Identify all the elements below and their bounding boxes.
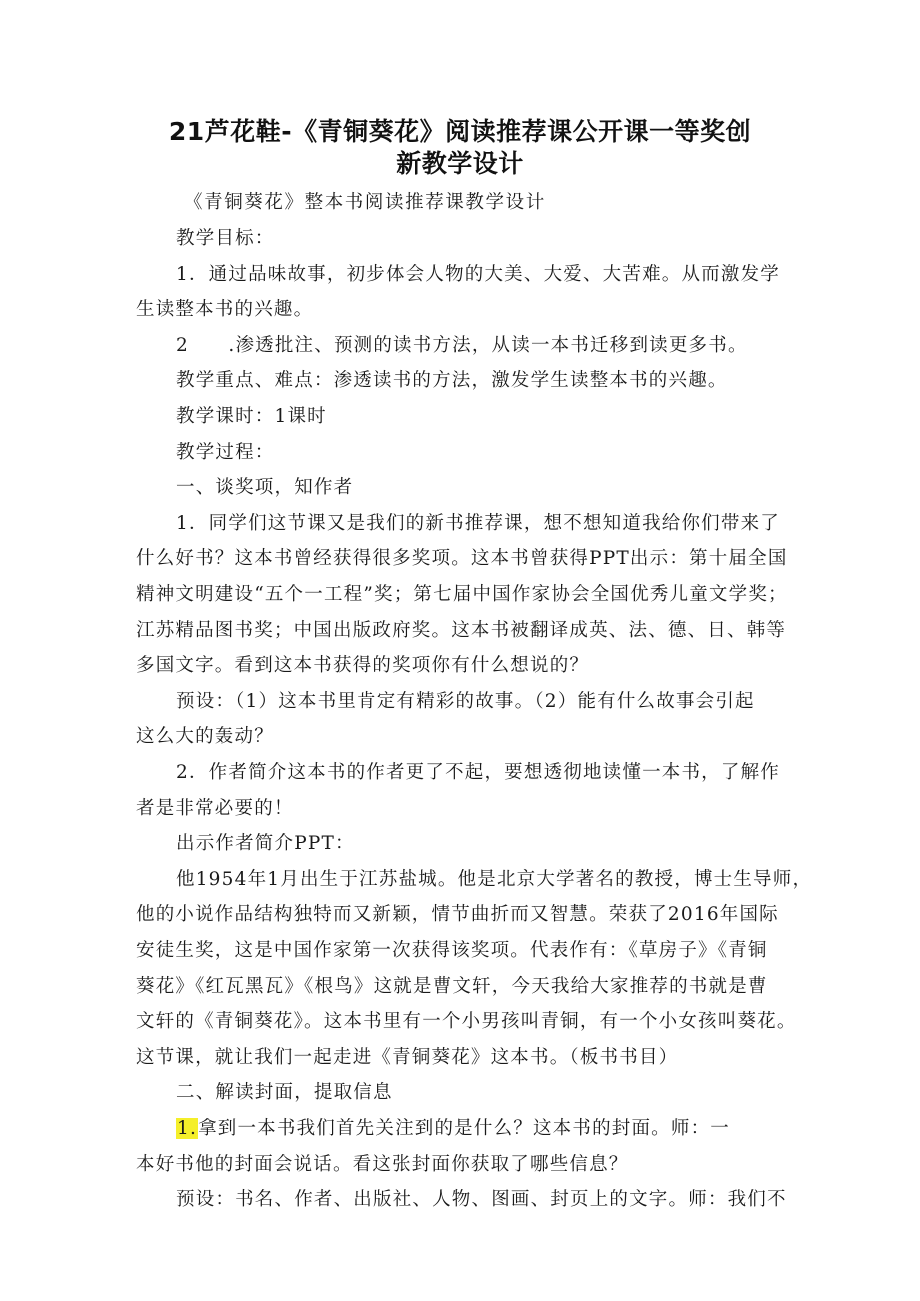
paragraph-line: 预设：书名、作者、出版社、人物、图画、封页上的文字。师：我们不 <box>176 1189 787 1210</box>
paragraph-line <box>176 1116 730 1142</box>
paragraph-line: 出示作者简介PPT： <box>176 833 355 854</box>
paragraph-line: 文轩的《青铜葵花》。这本书里有一个小男孩叫青铜，有一个小女孩叫葵花。 <box>136 1011 797 1032</box>
paragraph-text: 拿到一本书我们首先关注到的是什么？这本书的封面。师：一 <box>198 1118 730 1139</box>
paragraph-line: 2 .渗透批注、预测的读书方法，从读一本书迁移到读更多书。 <box>176 335 748 356</box>
paragraph-line: 江苏精品图书奖；中国出版政府奖。这本书被翻译成英、法、德、日、韩等 <box>136 620 787 641</box>
paragraph-line: 这么大的轰动？ <box>136 726 274 747</box>
paragraph-line: 精神文明建设“五个一工程”奖；第七届中国作家协会全国优秀儿童文学奖； <box>136 584 788 605</box>
document-title-line-2: 新教学设计 <box>396 149 524 178</box>
paragraph-line: 葵花》《红瓦黑瓦》《根鸟》这就是曹文轩，今天我给大家推荐的书就是曹 <box>136 976 768 997</box>
paragraph-line: 这节课，就让我们一起走进《青铜葵花》这本书。（板书书目） <box>136 1047 679 1068</box>
paragraph-line: 他的小说作品结构独特而又新颖，情节曲折而又智慧。荣获了2016年国际 <box>136 904 779 925</box>
paragraph-line: 预设：（1）这本书里肯定有精彩的故事。（2）能有什么故事会引起 <box>176 691 755 712</box>
section-heading: 二、解读封面，提取信息 <box>176 1082 393 1103</box>
paragraph-line: 他1954年1月出生于江苏盐城。他是北京大学著名的教授，博士生导师， <box>176 869 813 890</box>
paragraph-line: 生读整本书的兴趣。 <box>136 299 314 320</box>
section-heading: 一、谈奖项，知作者 <box>176 477 354 498</box>
heading-goals: 教学目标： <box>176 228 275 249</box>
paragraph-line: 1．通过品味故事，初步体会人物的大美、大爱、大苦难。从而激发学 <box>176 264 780 285</box>
paragraph-line: 2．作者简介这本书的作者更了不起，要想透彻地读懂一本书，了解作 <box>176 762 780 783</box>
paragraph-line: 1．同学们这节课又是我们的新书推荐课，想不想知道我给你们带来了 <box>176 513 780 534</box>
paragraph-line: 者是非常必要的！ <box>136 798 294 819</box>
document-title-line-1: 21芦花鞋-《青铜葵花》阅读推荐课公开课一等奖创 <box>168 117 752 146</box>
heading-process: 教学过程： <box>176 442 275 463</box>
subtitle: 《青铜葵花》整本书阅读推荐课教学设计 <box>184 192 546 213</box>
paragraph-line: 本好书他的封面会说话。看这张封面你获取了哪些信息？ <box>136 1154 629 1175</box>
paragraph-line: 什么好书？这本书曾经获得很多奖项。这本书曾获得PPT出示：第十届全国 <box>136 548 788 569</box>
paragraph-line: 安徒生奖，这是中国作家第一次获得该奖项。代表作有：《草房子》《青铜 <box>136 940 768 961</box>
paragraph-line: 教学重点、难点：渗透读书的方法，激发学生读整本书的兴趣。 <box>176 370 728 391</box>
paragraph-line: 教学课时：1课时 <box>176 406 327 427</box>
highlighted-number: 1. <box>177 1118 198 1139</box>
paragraph-line: 多国文字。看到这本书获得的奖项你有什么想说的？ <box>136 655 590 676</box>
